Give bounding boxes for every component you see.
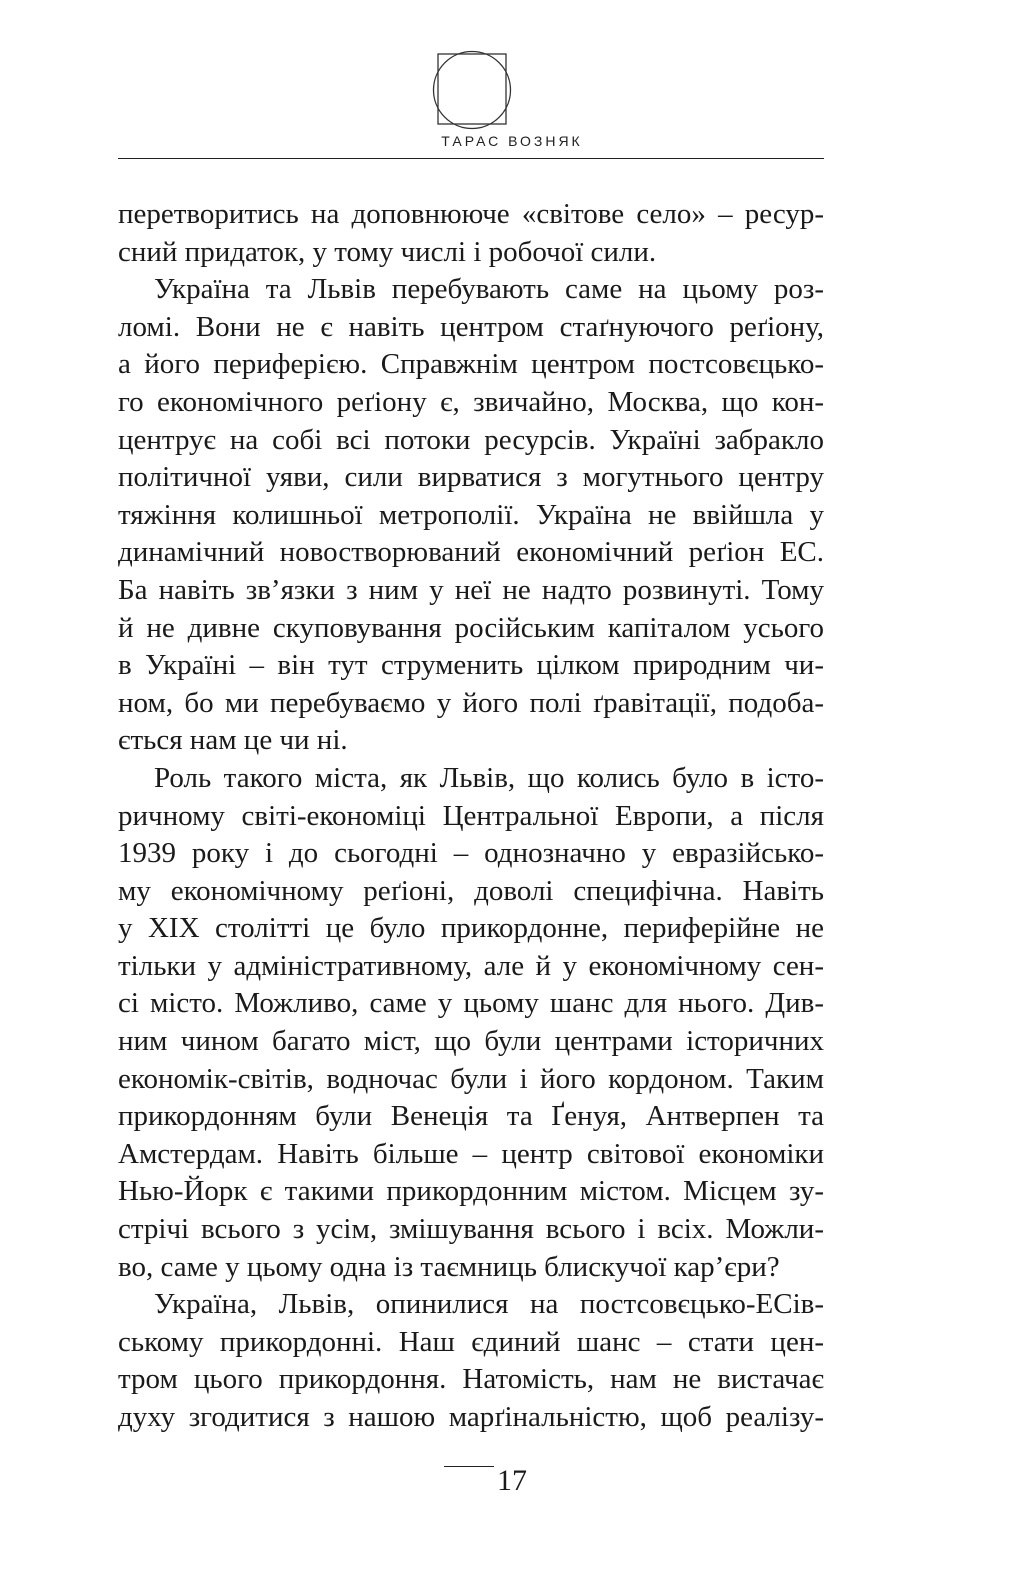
header-rule bbox=[118, 158, 824, 159]
running-header-author: ТАРАС ВОЗНЯК bbox=[441, 133, 583, 149]
text-line: во, саме у цьому одна із таємниць блискучої кар’єри? bbox=[118, 1250, 780, 1283]
text-line: в Україні – він тут струменить цілком природним чи- bbox=[118, 649, 824, 682]
text-line: сний придаток, у тому числі і робочої сили. bbox=[118, 235, 657, 268]
text-line: ському прикордонні. Наш єдиний шанс – стати цен- bbox=[118, 1325, 824, 1358]
text-line: а його периферією. Справжнім центром постсовєцько- bbox=[118, 348, 824, 381]
text-line: го економічного реґіону є, звичайно, Москва, що кон- bbox=[118, 385, 824, 418]
text-line: му економічному реґіоні, доволі специфічна. Навіть bbox=[118, 874, 824, 907]
circle-square-emblem-icon bbox=[432, 48, 512, 132]
text-line: ном, бо ми перебуваємо у його полі ґравітації, подоба- bbox=[118, 686, 824, 719]
text-line: стрічі всього з усім, змішування всього і всіх. Можли- bbox=[118, 1213, 824, 1246]
text-line: Роль такого міста, як Львів, що колись було в істо- bbox=[154, 761, 824, 794]
text-line: тром цього прикордоння. Натомість, нам не вистачає bbox=[118, 1363, 824, 1396]
text-line: політичної уяви, сили вирватися з могутнього центру bbox=[118, 461, 824, 494]
text-line: перетворитись на доповнююче «світове село» – ресур- bbox=[118, 198, 824, 230]
text-line: економік-світів, водночас були і його кордоном. Таким bbox=[118, 1062, 824, 1095]
text-line: прикордонням були Венеція та Ґенуя, Антверпен та bbox=[118, 1100, 824, 1133]
text-line: ричному світі-економіці Центральної Европи, а після bbox=[118, 799, 824, 832]
text-line: Україна, Львів, опинилися на постсовєцько-ЕСів- bbox=[154, 1288, 824, 1321]
text-line: у ХІХ столітті це було прикордонне, периферійне не bbox=[118, 912, 824, 945]
text-line: тільки у адміністративному, але й у економічному сен- bbox=[118, 949, 824, 982]
text-line: й не дивне скуповування російським капіталом усього bbox=[118, 611, 824, 644]
text-line: тяжіння колишньої метрополії. Україна не ввійшла у bbox=[118, 498, 824, 531]
text-line: Нью-Йорк є такими прикордонним містом. Місцем зу- bbox=[118, 1175, 824, 1208]
text-line: ється нам це чи ні. bbox=[118, 724, 348, 757]
text-line: сі місто. Можливо, саме у цьому шанс для нього. Див- bbox=[118, 987, 824, 1020]
text-line: динамічний новостворюваний економічний реґіон ЕС. bbox=[118, 536, 824, 569]
text-line: ломі. Вони не є навіть центром стаґнуючого реґіону, bbox=[118, 310, 824, 343]
text-line: Амстердам. Навіть більше – центр світової економіки bbox=[118, 1137, 824, 1170]
text-line: центрує на собі всі потоки ресурсів. Україні забракло bbox=[118, 423, 824, 456]
text-line: духу згодитися з нашою марґінальністю, щоб реалізу- bbox=[118, 1401, 824, 1433]
text-line: Україна та Львів перебувають саме на цьому роз- bbox=[154, 273, 824, 306]
page-number: 17 bbox=[497, 1464, 527, 1497]
text-line: ним чином багато міст, що були центрами історичних bbox=[118, 1025, 824, 1058]
body-text bbox=[118, 196, 824, 1437]
text-line: 1939 року і до сьогодні – однозначно у евразійсько- bbox=[118, 837, 824, 870]
text-line: Ба навіть зв’язки з ним у неї не надто розвинуті. Тому bbox=[118, 573, 824, 606]
